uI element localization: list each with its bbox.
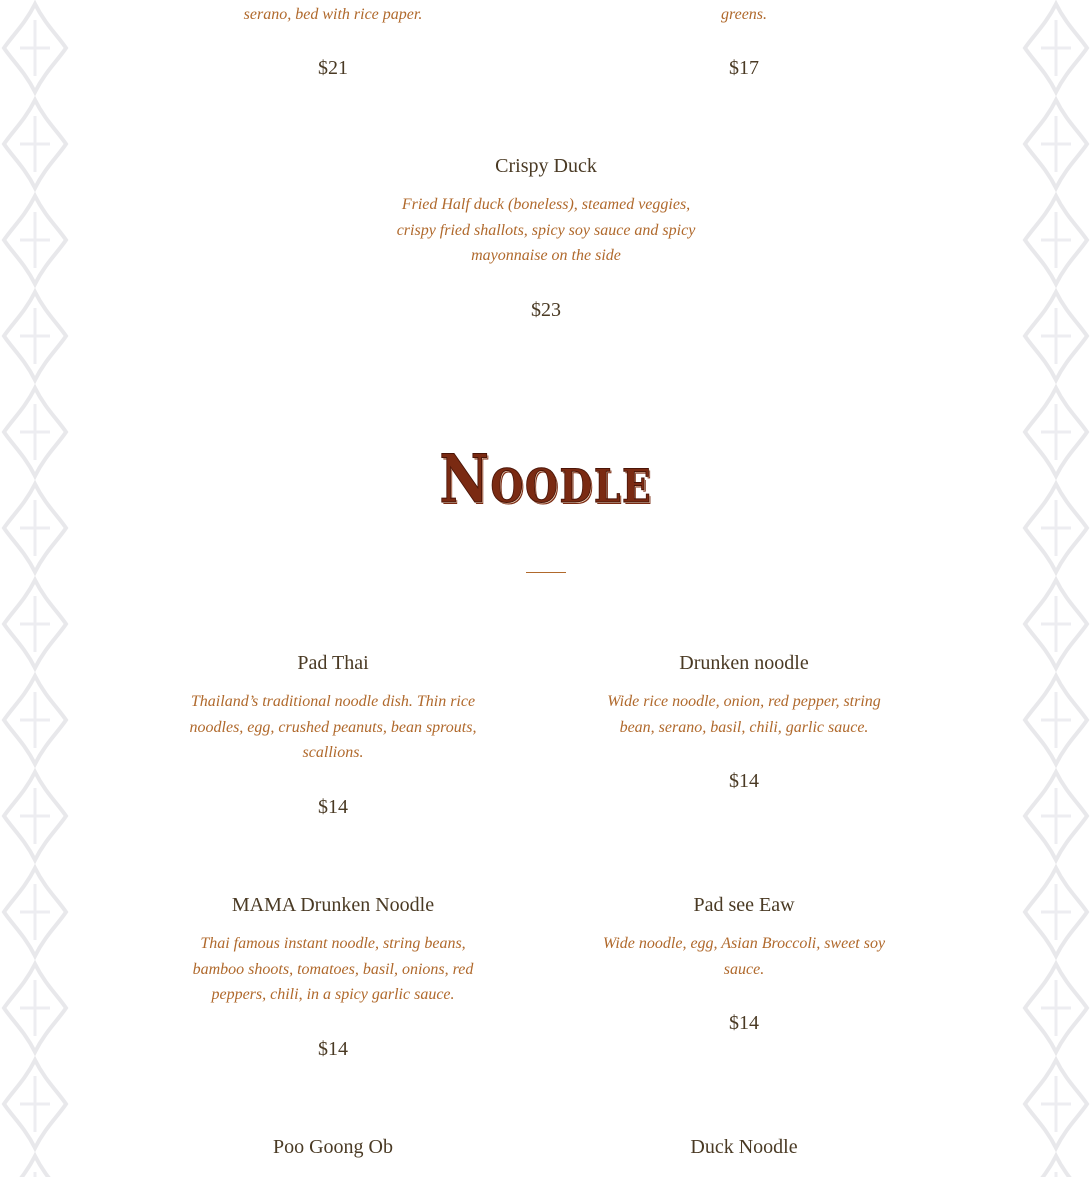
menu-item-price: $21 bbox=[318, 57, 348, 79]
section-title: Noodle bbox=[439, 440, 653, 518]
menu-item-description: Thailand’s traditional noodle dish. Thin rice noodles, egg, crushed peanuts, bean sprouts, scallions. bbox=[189, 693, 477, 761]
menu-item-description: serano, bed with rice paper. bbox=[243, 6, 423, 23]
menu-item-description: Wide rice noodle, onion, red pepper, string bean, serano, basil, chili, garlic sauce. bbox=[607, 693, 881, 736]
menu-item-description: Thai famous instant noodle, string beans, bamboo shoots, tomatoes, basil, onions, red peppers, chili, in a spicy garlic sauce. bbox=[192, 935, 474, 1003]
menu-item-name-poo-goong-ob: Poo Goong Ob bbox=[272, 1136, 393, 1158]
menu-item-price: $14 bbox=[729, 1012, 759, 1034]
decorative-pattern-right bbox=[1021, 0, 1091, 1177]
menu-item-price: $17 bbox=[729, 57, 759, 79]
menu-item-price: $14 bbox=[318, 796, 348, 818]
menu-item-name-duck-noodle: Duck Noodle bbox=[690, 1136, 798, 1158]
menu-item-description: Wide noodle, egg, Asian Broccoli, sweet soy sauce. bbox=[602, 935, 886, 978]
menu-item-price: $14 bbox=[729, 770, 759, 792]
decorative-pattern-left bbox=[0, 0, 70, 1177]
menu-item-name: MAMA Drunken Noodle bbox=[231, 894, 435, 916]
menu-item-description: Fried Half duck (boneless), steamed veggies, crispy fried shallots, spicy soy sauce and spicy mayonnaise on the side bbox=[396, 196, 696, 264]
menu-item-name: Pad Thai bbox=[297, 652, 369, 674]
menu-item-price: $14 bbox=[318, 1038, 348, 1060]
menu-item-price: $23 bbox=[531, 299, 561, 321]
menu-item-name: Pad see Eaw bbox=[693, 894, 795, 916]
menu-item-name: Crispy Duck bbox=[495, 155, 597, 177]
menu-item-name: Drunken noodle bbox=[679, 652, 809, 674]
menu-item-description: greens. bbox=[720, 6, 768, 23]
section-divider bbox=[526, 572, 566, 573]
